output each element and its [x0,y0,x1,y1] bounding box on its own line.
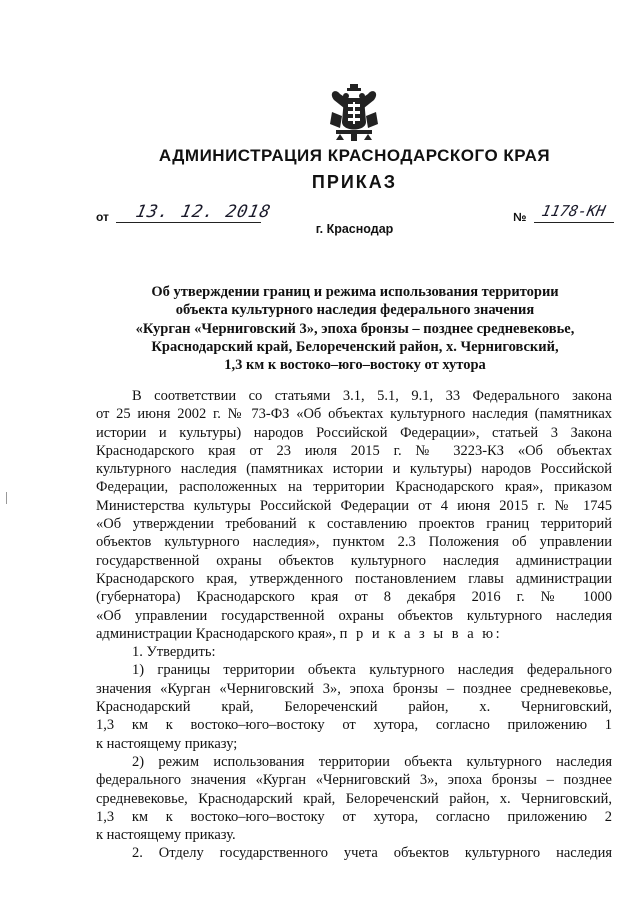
subject-line: «Курган «Черниговский 3», эпоха бронзы – позднее средневековье, [135,320,575,337]
body-line: (губернатора) Краснодарского края от 8 декабря 2016 г. № 1000 [96,589,612,606]
body-line: 1) границы территории объекта культурного наследия федерального [132,662,612,679]
body-line: средневековье, Краснодарский край, Белореченский район, х. Черниговский, [96,790,612,807]
body-line: истории и культуры) народов Российской Федерации», статьей 3 Закона [96,424,612,441]
body-line: Краснодарский край, Белореченский район, х. Черниговский, [96,699,612,716]
subject-line: объекта культурного наследия федерального значения [175,302,535,319]
body-line: 1,3 км к востоко–юго–востоку от хутора, согласно приложению 1 [96,717,612,734]
body-line: Федерации, расположенных на территории Краснодарского края», приказом [96,479,612,496]
document-body [96,387,612,863]
handwritten-date: 13. 12. 2018 [133,202,273,222]
subject-line: Краснодарский край, Белореченский район, х. Черниговский, [151,338,559,355]
body-line [96,625,612,643]
body-line: к настоящему приказу; [96,735,238,752]
coat-of-arms-icon [326,82,382,142]
document-type: ПРИКАЗ [311,172,398,192]
body-line: значения «Курган «Черниговский 3», эпоха бронзы – позднее средневековье, [96,680,612,697]
body-line: Краснодарского края, утвержденного постановлением главы администрации [96,570,612,587]
body-line: 1. Утвердить: [132,644,216,661]
body-line: культурного наследия (памятниках истории и культуры) народов Российской [96,461,612,478]
subject-line: Об утверждении границ и режима использования территории [151,284,559,300]
body-line-emphasis: п р и к а з ы в а ю: [339,625,503,642]
document-subject [100,283,610,374]
body-line: 2. Отделу государственного учета объектов культурного наследия [132,845,612,862]
date-label: от [96,210,109,224]
body-line: Министерства культуры Российской Федерации от 4 июня 2015 г. № 1745 [96,497,612,514]
body-line: государственной охраны объектов культурного наследия администрации [96,552,612,569]
body-line: федерального значения «Курган «Черниговский 3», эпоха бронзы – позднее [96,772,612,789]
handwritten-number: 1178-КН [540,202,608,220]
org-title: АДМИНИСТРАЦИЯ КРАСНОДАРСКОГО КРАЯ [158,146,551,165]
body-line: от 25 июня 2002 г. № 73-ФЗ «Об объектах культурного наследия (памятниках [96,406,612,423]
body-line: Краснодарского края от 23 июля 2015 г. № 3223-КЗ «Об объектах [96,442,612,459]
body-line: «Об управлении государственной охраны объектов культурного наследия [96,607,612,624]
number-label: № [513,210,527,224]
body-line: к настоящему приказу. [96,827,236,844]
body-line: 1,3 км к востоко–юго–востоку от хутора, согласно приложению 2 [96,808,612,825]
body-line: «Об утверждении требований к составлению проектов границ территорий [96,516,612,533]
scan-margin-mark [6,492,7,504]
subject-line: 1,3 км к востоко–юго–востоку от хутора [224,357,486,374]
city: г. Краснодар [315,222,394,236]
body-line: 2) режим использования территории объекта культурного наследия [132,753,612,770]
body-line: объектов культурного наследия», пунктом 2.3 Положения об управлении [96,534,612,551]
body-line: В соответствии со статьями 3.1, 5.1, 9.1, 33 Федерального закона [132,388,612,404]
body-line-text: администрации Краснодарского края», [96,625,336,642]
